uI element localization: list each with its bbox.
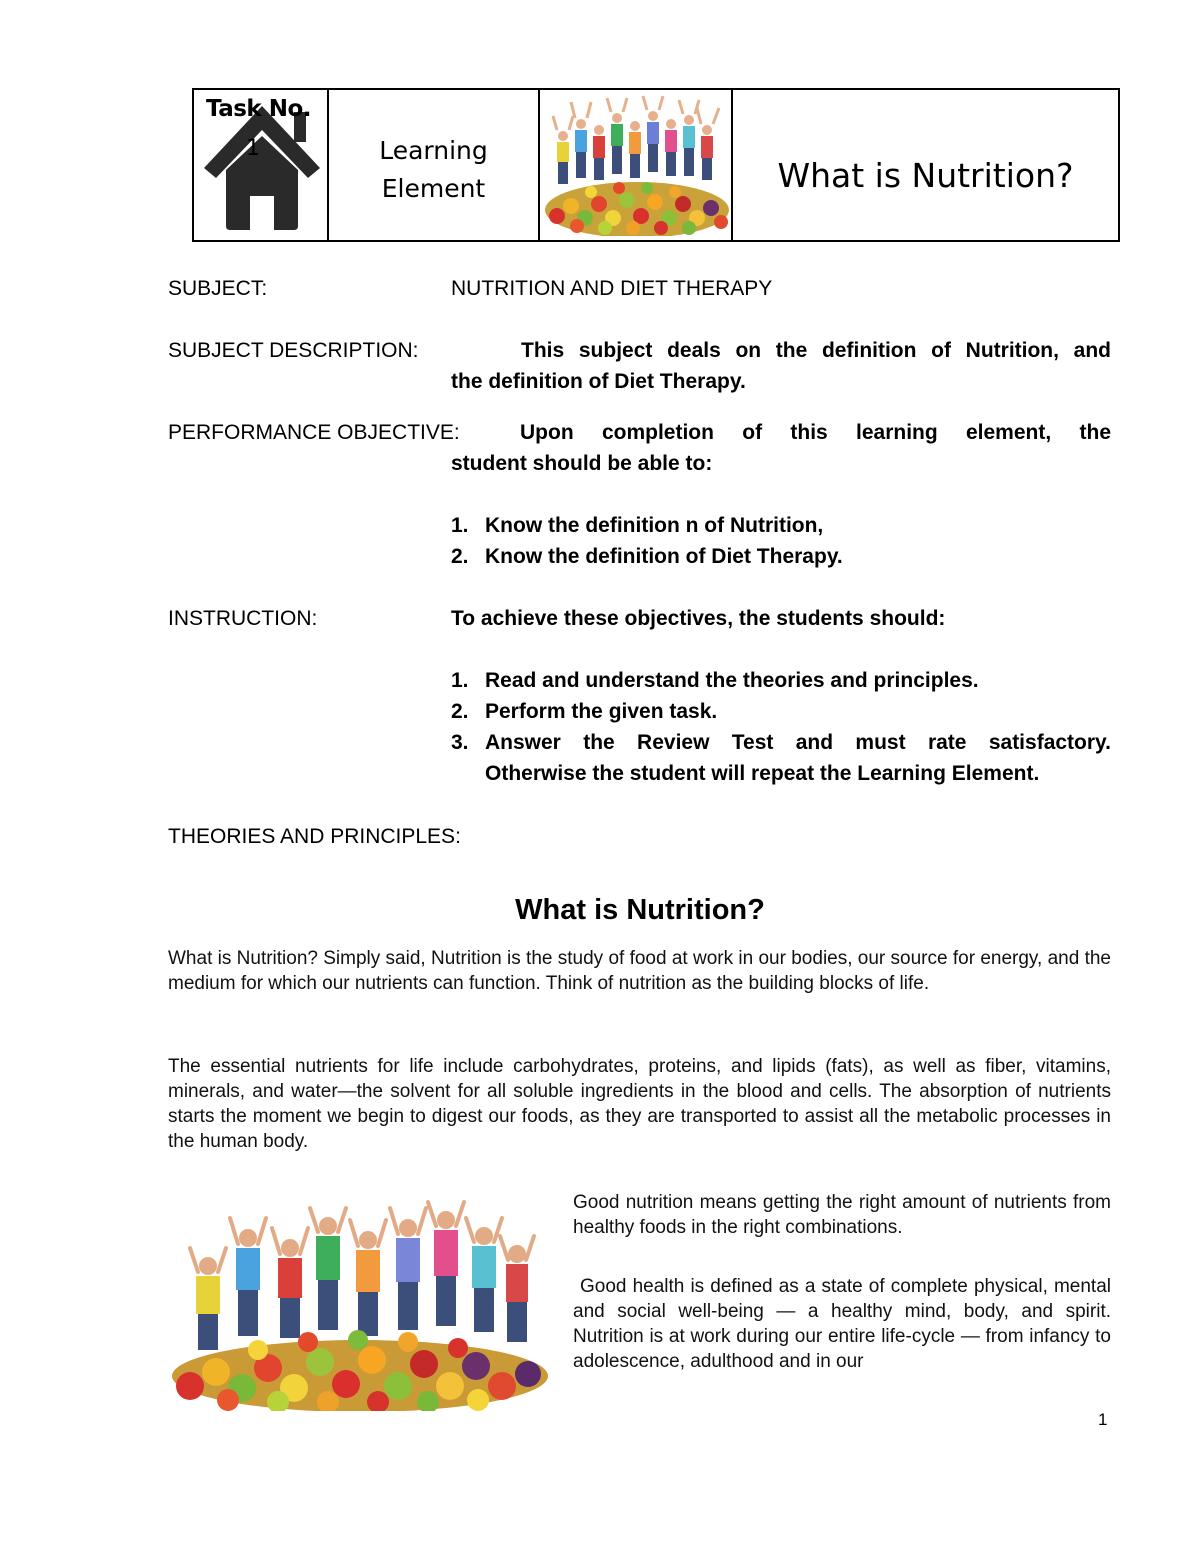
people-group (190, 1202, 534, 1350)
section-title: What is Nutrition? (515, 894, 765, 926)
header-table (192, 88, 1120, 242)
task-label: Task No. (206, 96, 312, 122)
theories-label: THEORIES AND PRINCIPLES: (168, 825, 461, 848)
subject-description-line1: This subject deals on the definition of Nutrition, and (521, 339, 1111, 362)
fruit-pile (545, 182, 729, 236)
list-item: 1. Know the definition n of Nutrition, (451, 514, 824, 537)
subject-description-line2: the definition of Diet Therapy. (451, 370, 746, 393)
list-item: 2. Know the definition of Diet Therapy. (451, 545, 843, 568)
side-paragraph: Good health is defined as a state of complete physical, mental and social well-being — a healthy mind, body, and spirit. Nutrition is at work during our entire life-cycle — from infancy to adolescence, adulthood and in our (573, 1276, 1111, 1372)
performance-objective-line1: Upon completion of this learning element, the (520, 421, 1111, 444)
task-cell (194, 90, 329, 240)
objective-list (451, 510, 1111, 572)
instruction-label: INSTRUCTION: (168, 607, 318, 630)
subject-description-label: SUBJECT DESCRIPTION: (168, 339, 419, 362)
people-group (553, 96, 719, 184)
header-image-cell (540, 90, 733, 240)
people-fruit-image (543, 94, 730, 236)
page-number: 1 (1098, 1410, 1108, 1429)
people-fruit-image (168, 1196, 553, 1411)
fruit-pile (172, 1330, 548, 1411)
learning-element-cell (329, 90, 540, 240)
list-item: 2. Perform the given task. (451, 700, 718, 723)
side-paragraph: Good nutrition means getting the right amount of nutrients from healthy foods in the right combinations. (573, 1192, 1111, 1238)
title-cell (733, 90, 1118, 240)
subject-description-value (451, 335, 1111, 397)
instruction-list (451, 665, 1111, 789)
paragraph: What is Nutrition? Simply said, Nutrition is the study of food at work in our bodies, our source for energy, and the medium for which our nutrients can function. Think of nutrition as the building blocks of life. (168, 948, 1111, 994)
task-number: 1 (246, 136, 260, 161)
learning-element-label: Learning Element (379, 136, 488, 203)
paragraph: The essential nutrients for life include carbohydrates, proteins, and lipids (fats), as well as fiber, vitamins, minerals, and water—the solvent for all soluble ingredients in the blood and cells. The absorption of nutrients starts the moment we begin to digest our foods, as they are transported to assist all the metabolic processes in the human body. (168, 1056, 1111, 1152)
list-item: 3. Answer the Review Test and must rate satisfactory. Otherwise the student will repeat the Learning Element. (451, 731, 1111, 785)
performance-objective-label: PERFORMANCE OBJECTIVE: (168, 421, 460, 444)
subject-value: NUTRITION AND DIET THERAPY (451, 277, 773, 300)
header-title: What is Nutrition? (777, 156, 1074, 195)
instruction-intro: To achieve these objectives, the students should: (451, 607, 946, 630)
list-item: 1. Read and understand the theories and principles. (451, 669, 979, 692)
subject-label: SUBJECT: (168, 277, 268, 300)
performance-objective-line2: student should be able to: (451, 452, 713, 475)
